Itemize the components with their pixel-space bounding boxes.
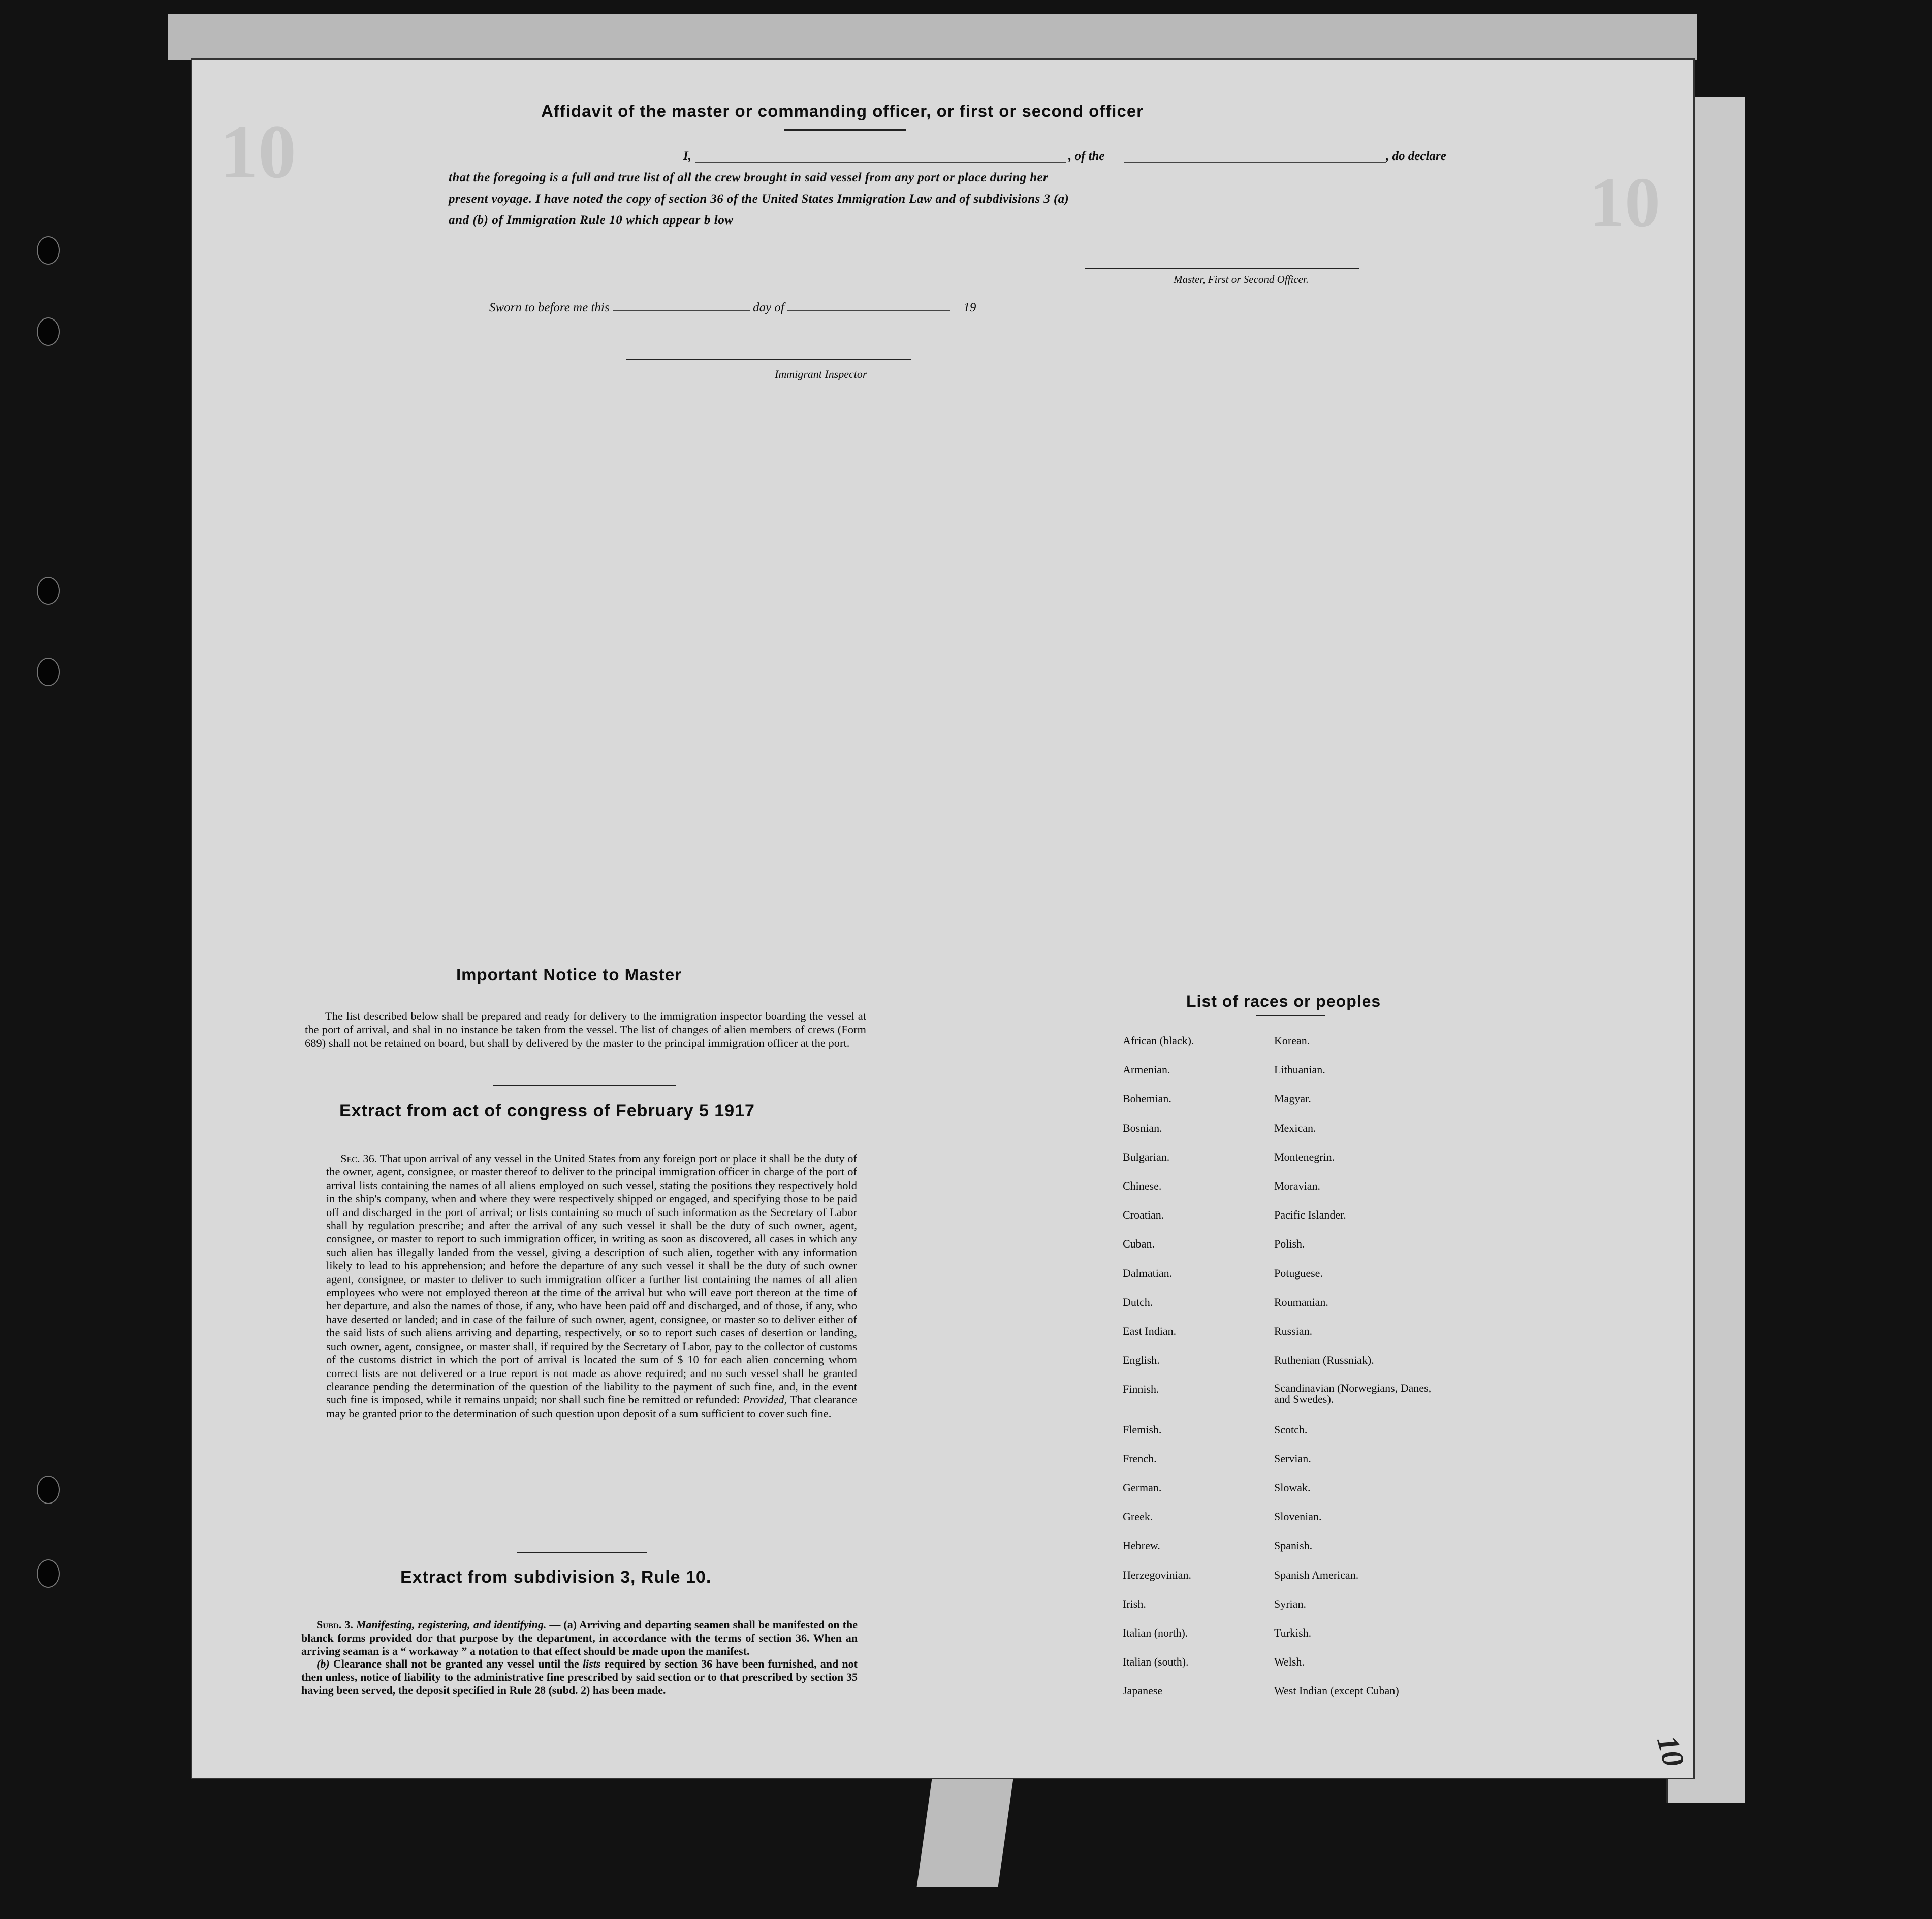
torn-paper-fragment [917, 1775, 1014, 1887]
race-right-3: Magyar. [1274, 1092, 1311, 1105]
race-right-9: Potuguese. [1274, 1266, 1323, 1280]
extract-act-rule [517, 1552, 647, 1553]
race-right-5: Montenegrin. [1274, 1150, 1335, 1163]
race-left-1: African (black). [1123, 1034, 1194, 1047]
punch-hole-left-3 [37, 577, 60, 605]
race-left-20: Irish. [1123, 1597, 1146, 1610]
race-right-19: Spanish American. [1274, 1568, 1359, 1581]
race-left-6: Chinese. [1123, 1179, 1162, 1192]
punch-hole-left-6 [37, 1559, 60, 1588]
race-left-18: Hebrew. [1123, 1539, 1160, 1552]
race-left-15: French. [1123, 1452, 1157, 1465]
race-right-4: Mexican. [1274, 1121, 1316, 1134]
race-right-22: Welsh. [1274, 1655, 1305, 1669]
subd-label: Subd. 3. [316, 1618, 353, 1631]
race-left-13: Finnish. [1123, 1383, 1159, 1396]
affidavit-line-2: that the foregoing is a full and true list of all the crew brought in said vessel from any port or place during her [449, 171, 1049, 184]
race-left-3: Bohemian. [1123, 1092, 1171, 1105]
signature-label: Master, First or Second Officer. [1174, 273, 1309, 285]
race-left-7: Croatian. [1123, 1208, 1164, 1222]
subd-text-a: — (a) Arriving and departing seamen shall be manifested on the blanck forms provided dor that purpose by the department, in accordance with the terms of section 36. When an arriving seaman is a “ workaway ” a notation to that effect should be made upon the manifest. [301, 1618, 858, 1657]
race-right-8: Polish. [1274, 1237, 1305, 1251]
affidavit-title: Affidavit of the master or commanding officer, or first or second officer [541, 102, 1144, 120]
race-right-21: Turkish. [1274, 1626, 1312, 1639]
sworn-day-blank [613, 310, 750, 311]
extract-rule-text [301, 1618, 858, 1697]
master-name-blank [695, 162, 1066, 163]
provided-label: Provided, [743, 1393, 787, 1406]
notice-text: The list described below shall be prepared and ready for delivery to the immigration inspector boarding the vessel at the port of arrival, and shal in no instance be taken from the vessel. The list of changes of alien members of crews (Form 689) shall not be retained on board, but shall by delivered by the master to the principal immigration officer at the port. [305, 1010, 866, 1049]
affidavit-i: I, [683, 149, 691, 163]
punch-hole-left-2 [37, 317, 60, 346]
section-label: Sec. 36. [340, 1152, 377, 1165]
affidavit-line-4: and (b) of Immigration Rule 10 which appear b low [449, 213, 734, 227]
race-right-1: Korean. [1274, 1034, 1310, 1047]
vessel-name-blank [1124, 162, 1386, 163]
scan-edge-top [168, 14, 1697, 60]
notice-rule [493, 1085, 676, 1086]
ghost-number-top-right: 10 [1589, 163, 1660, 242]
race-left-12: English. [1123, 1354, 1160, 1367]
races-title: List of races or peoples [1186, 992, 1381, 1010]
race-right-17: Slovenian. [1274, 1510, 1322, 1523]
race-right-15: Servian. [1274, 1452, 1311, 1465]
race-left-11: East Indian. [1123, 1325, 1177, 1337]
punch-hole-left-4 [37, 658, 60, 686]
signature-line [1085, 268, 1359, 269]
race-right-20: Syrian. [1274, 1597, 1306, 1610]
punch-hole-left-5 [37, 1476, 60, 1504]
inspector-label: Immigrant Inspector [775, 368, 867, 380]
race-right-13: Scandinavian (Norwegians, Danes, and Swedes). [1274, 1382, 1432, 1406]
race-left-23: Japanese [1123, 1684, 1163, 1698]
race-right-2: Lithuanian. [1274, 1063, 1325, 1076]
affidavit-do-declare: , do declare [1386, 149, 1446, 163]
race-right-10: Roumanian. [1274, 1295, 1328, 1308]
race-right-7: Pacific Islander. [1274, 1208, 1346, 1222]
race-left-22: Italian (south). [1123, 1655, 1189, 1669]
races-title-underline [1256, 1015, 1325, 1016]
extract-act-text [326, 1152, 857, 1420]
handwritten-page-number: 10 [1650, 1732, 1691, 1770]
provided-text: That clearance may be granted prior to the determination of such question upon deposit of a sum sufficient to cover such fine. [326, 1393, 858, 1420]
race-left-4: Bosnian. [1123, 1121, 1162, 1134]
race-right-12: Ruthenian (Russniak). [1274, 1354, 1374, 1367]
race-left-5: Bulgarian. [1123, 1150, 1170, 1163]
race-left-21: Italian (north). [1123, 1626, 1188, 1639]
sworn-text: Sworn to before me this [489, 301, 610, 314]
affidavit-of-the: , of the [1068, 149, 1105, 163]
race-left-8: Cuban. [1123, 1237, 1155, 1251]
race-left-9: Dalmatian. [1123, 1266, 1173, 1280]
race-left-19: Herzegovinian. [1123, 1568, 1191, 1581]
race-right-14: Scotch. [1274, 1423, 1308, 1436]
race-left-10: Dutch. [1123, 1295, 1153, 1308]
subd-text-b-lists: lists [582, 1657, 601, 1671]
race-right-18: Spanish. [1274, 1539, 1313, 1552]
ghost-number-top-left: 10 [220, 110, 296, 194]
sworn-month-blank [787, 310, 950, 311]
subd-heading: Manifesting, registering, and identifying. [356, 1618, 547, 1631]
sworn-line [489, 301, 1150, 319]
subd-text-b-2: required by section 36 have been furnished, and not then unless, notice of liability to the administrative fine prescribed by said section or to that prescribed by section 35 having been served, the deposit specified in Rule 28 (subd. 2) has been made. [301, 1657, 858, 1697]
race-right-6: Moravian. [1274, 1179, 1321, 1192]
inspector-line [626, 359, 911, 360]
extract-rule-title: Extract from subdivision 3, Rule 10. [400, 1568, 712, 1587]
affidavit-line-3: present voyage. I have noted the copy of section 36 of the United States Immigration Law and of subdivisions 3 (a) [449, 192, 1069, 206]
race-left-2: Armenian. [1123, 1063, 1170, 1076]
extract-act-title: Extract from act of congress of February 5 1917 [339, 1101, 755, 1121]
section-36-text: That upon arrival of any vessel in the United States from any foreign port or place it shall be the duty of the owner, agent, consignee, or master thereof to deliver to the principal immigration officer in charge of the port of arrival lists containing the names of all aliens employed on such vessel, stating the positions they respectively hold in the ship's company, when and where they were respectively shipped or engaged, and specifying those to be paid off and discharged in the port of arrival; or lists containing so much of such information as the Secretary of Labor shall by regulation prescribe; and after the arrival of any such vessel it shall be the duty of such owner, agent, consignee, or master to report to such immigration officer, in writing as soon as discovered, all cases in which any such alien has illegally landed from the vessel, giving a description of such alien, together with any information likely to lead to his apprehension; and before the departure of any such vessel it shall be the duty of such owner agent, consignee, or master to deliver to such immigration officer a further list containing the names of all alien employees who were not employed thereon at the time of the arrival but who will eave port thereon at the time of her departure, and also the names of those, if any, who have been paid off and discharged, and of those, if any, who have deserted or landed; and in case of the failure of such owner, agent, consignee, or master so to deliver either of the said lists of such aliens arriving and departing, respectively, or so to report such cases of desertion or landing, such owner, agent, consignee, or master shall, if required by the Secretary of Labor, pay to the collector of customs of the customs district in which the port of arrival is located the sum of $ 10 for each alien concerning whom correct lists are not delivered or a true report is not made as above required; and no such vessel shall be granted clearance pending the determination of the question of the liability to the payment of such fine, and, in the event such fine is imposed, while it remains unpaid; nor shall such fine be remitted or refunded: [326, 1152, 857, 1406]
subd-b-label: (b) [316, 1657, 330, 1671]
punch-hole-left-1 [37, 236, 60, 265]
race-left-14: Flemish. [1123, 1423, 1162, 1436]
manifest-page [192, 60, 1693, 1778]
subd-text-b-1: Clearance shall not be granted any vessel until the [333, 1657, 579, 1671]
race-left-16: German. [1123, 1481, 1162, 1494]
race-right-11: Russian. [1274, 1325, 1313, 1337]
affidavit-title-rule [784, 129, 906, 131]
sworn-day-of: day of [753, 301, 784, 314]
race-left-17: Greek. [1123, 1510, 1153, 1523]
sworn-year: 19 [963, 301, 976, 314]
race-right-16: Slowak. [1274, 1481, 1311, 1494]
notice-title: Important Notice to Master [456, 965, 682, 984]
race-right-23: West Indian (except Cuban) [1274, 1684, 1399, 1698]
